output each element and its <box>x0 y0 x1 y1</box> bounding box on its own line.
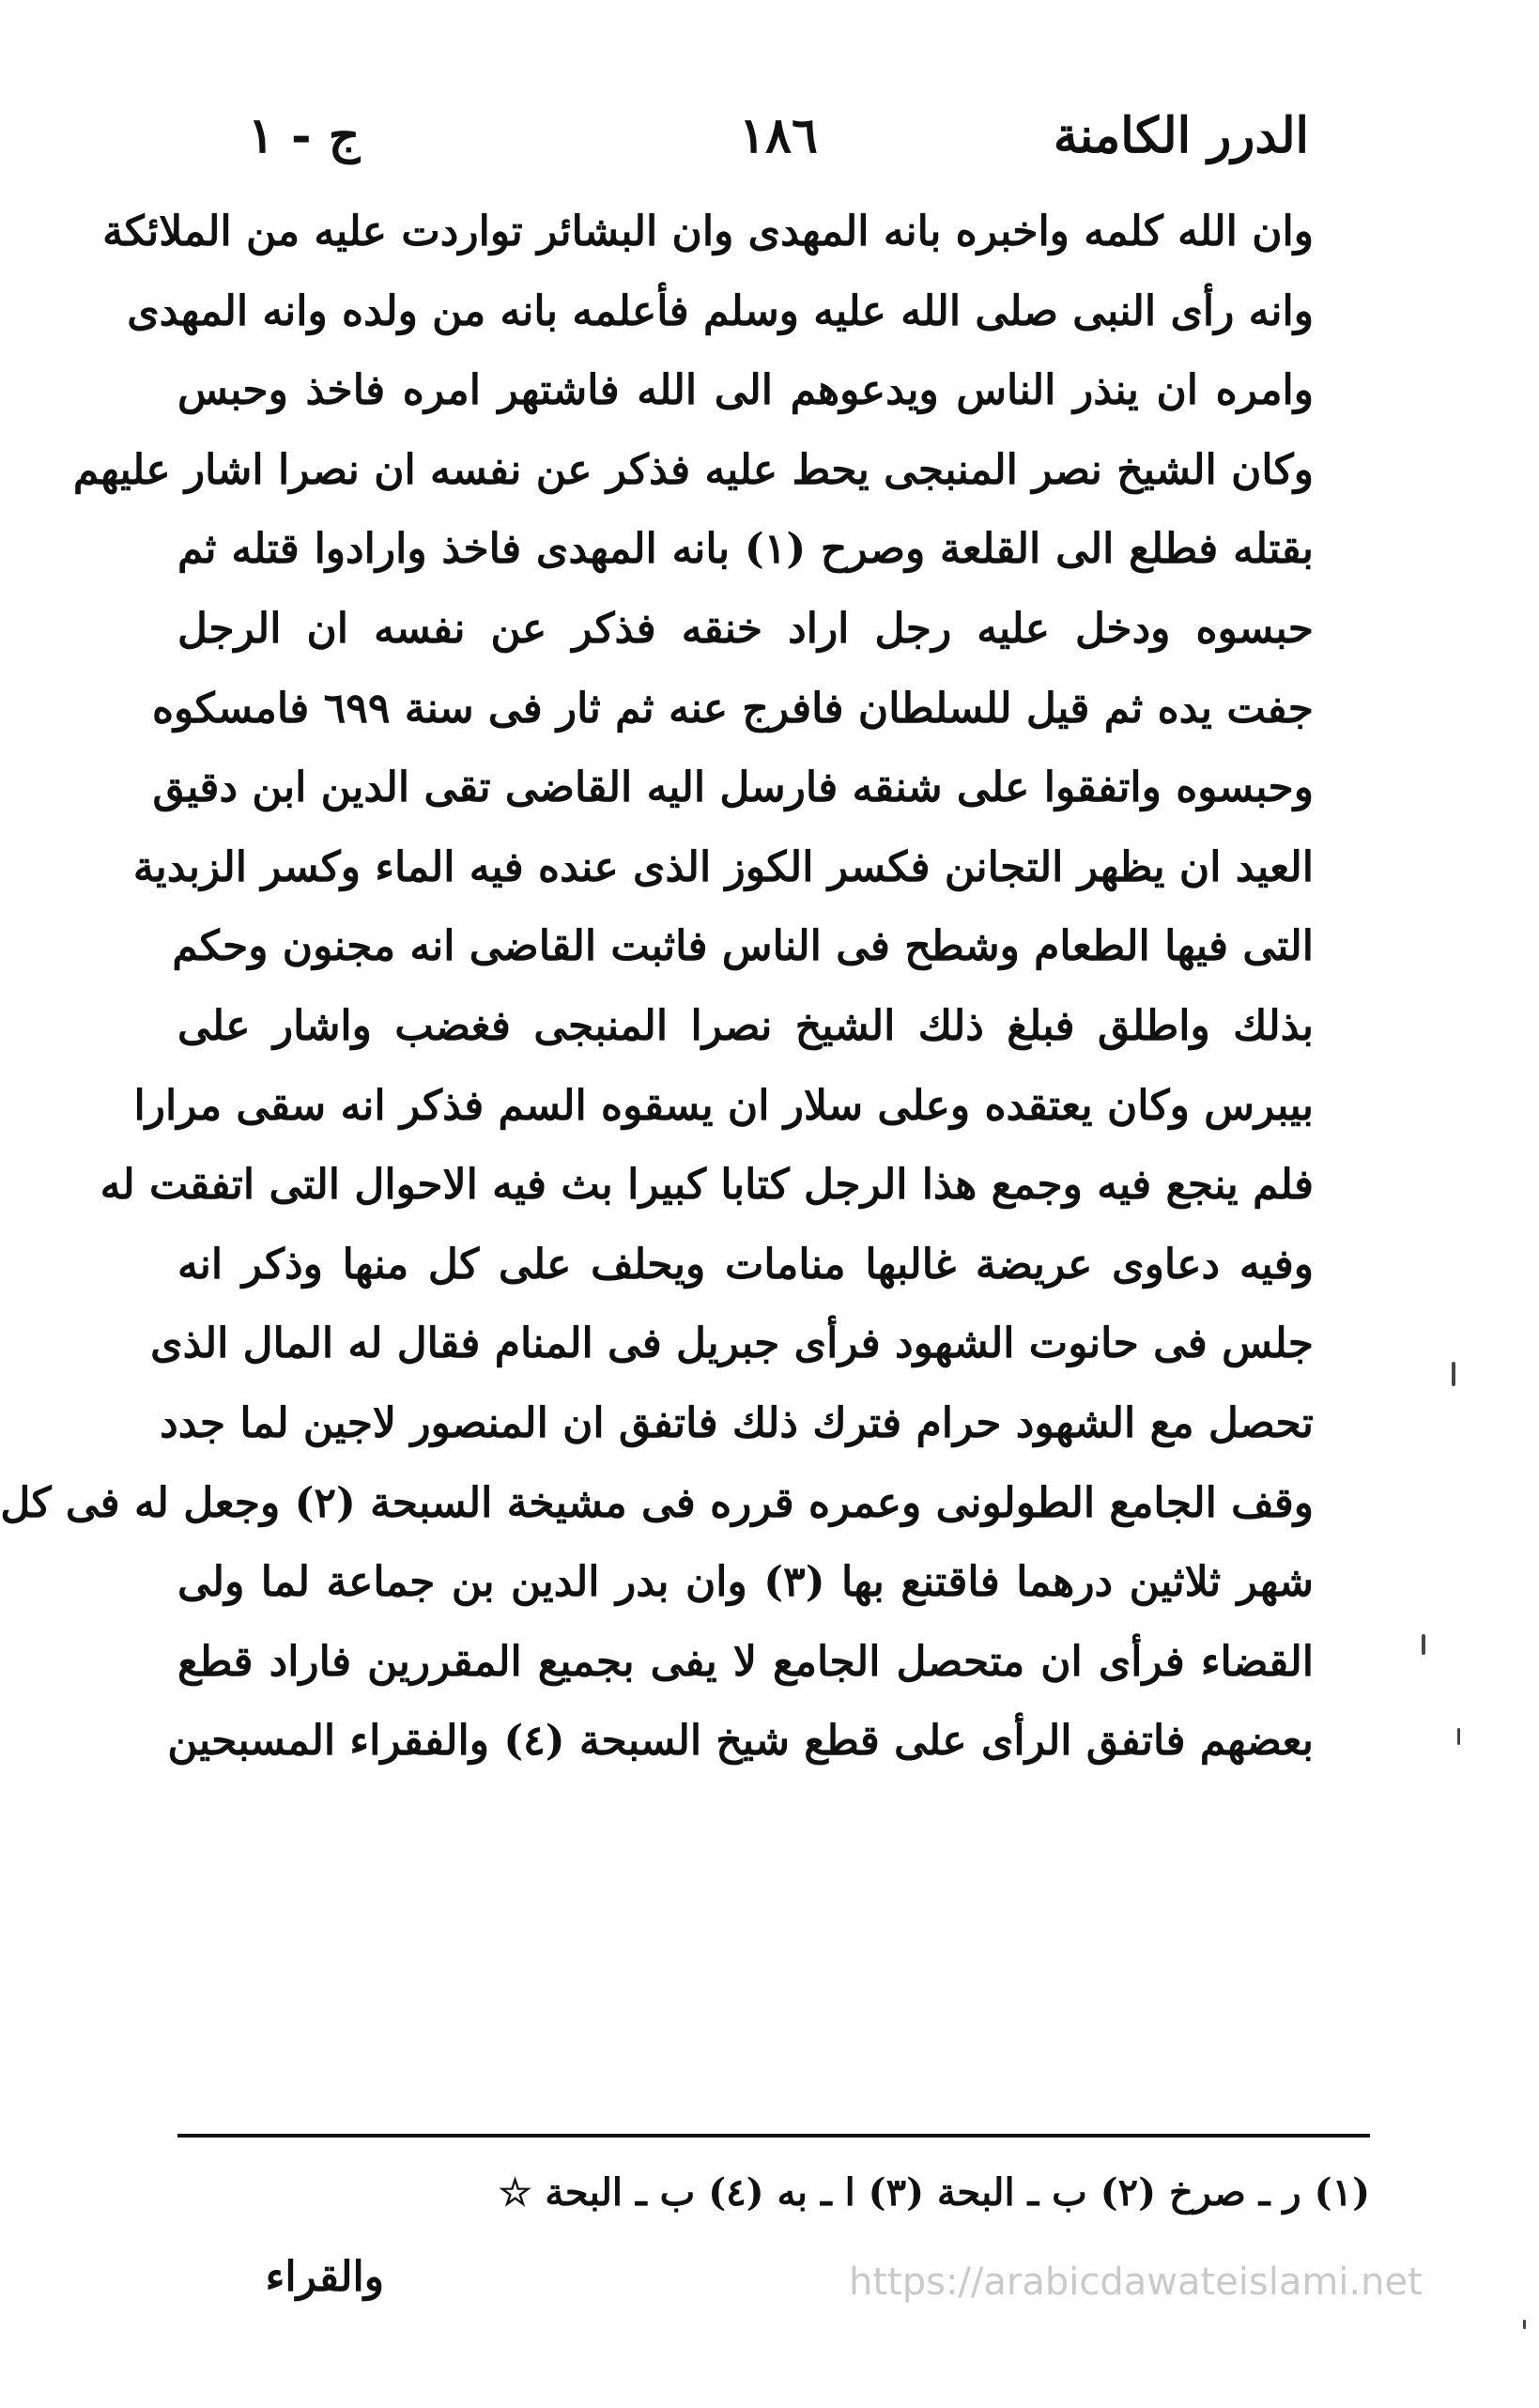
text-line: شهر ثلاثين درهما فاقتنع بها (٣) وان بدر الدين بن جماعة لما ولى <box>177 1558 1315 1607</box>
catchword: والقراء <box>265 2253 384 2301</box>
footnotes: (١) ر ـ صرخ (٢) ب ـ البحة (٣) ا ـ به (٤) ب ـ البحة ☆ <box>498 2170 1370 2215</box>
text-line: تحصل مع الشهود حرام فترك ذلك فاتفق ان المنصور لاجين لما جدد <box>160 1398 1314 1447</box>
text-line: التى فيها الطعام وشطح فى الناس فاثبت القاضى انه مجنون وحكم <box>172 922 1314 971</box>
text-line: جفت يده ثم قيل للسلطان فافرج عنه ثم ثار فى سنة ٦٩٩ فامسكوه <box>151 684 1314 733</box>
text-line: بقتله فطلع الى القلعة وصرح (١) بانه المهدى فاخذ وارادوا قتله ثم <box>177 525 1315 574</box>
text-line: وانه رأى النبى صلى الله عليه وسلم فأعلمه بانه من ولده وانه المهدى <box>127 286 1314 335</box>
footnote-divider <box>177 2134 1370 2138</box>
text-line: بعضهم فاتفق الرأى على قطع شيخ السبحة (٤) والفقراء المسبحين <box>167 1717 1314 1766</box>
text-line: بيبرس وكان يعتقده وعلى سلار ان يسقوه السم فذكر انه سقى مرارا <box>133 1081 1314 1130</box>
text-line: جلس فى حانوت الشهود فرأى جبريل فى المنام فقال له المال الذى <box>150 1320 1314 1368</box>
margin-speck <box>1422 1634 1425 1655</box>
text-line: وامره ان ينذر الناس ويدعوهم الى الله فاشتهر امره فاخذ وحبس <box>177 366 1314 415</box>
main-text <box>0 193 1315 1782</box>
text-line: وقف الجامع الطولونى وعمره قرره فى مشيخة السبحة (٢) وجعل له فى كل <box>0 1478 1314 1527</box>
text-line: وكان الشيخ نصر المنبجى يحط عليه فذكر عن نفسه ان نصرا اشار عليهم <box>72 445 1314 494</box>
margin-speck <box>1457 1728 1460 1745</box>
page-number: ١٨٦ <box>739 107 818 164</box>
running-title: الدرر الكامنة <box>1053 107 1309 164</box>
text-line: بذلك واطلق فبلغ ذلك الشيخ نصرا المنبجى فغضب واشار على <box>177 1001 1314 1050</box>
margin-speck <box>1452 1362 1455 1386</box>
page-header <box>248 99 1309 174</box>
text-line: القضاء فرأى ان متحصل الجامع لا يفى بجميع المقررين فاراد قطع <box>177 1637 1314 1686</box>
text-line: وفيه دعاوى عريضة غالبها منامات ويحلف على كل منها وذكر انه <box>177 1240 1314 1289</box>
text-line: حبسوه ودخل عليه رجل اراد خنقه فذكر عن نفسه ان الرجل <box>177 604 1314 653</box>
text-line: العيد ان يظهر التجانن فكسر الكوز الذى عنده فيه الماء وكسر الزبدية <box>132 842 1314 891</box>
text-line: فلم ينجع فيه وجمع هذا الرجل كتابا كبيرا بث فيه الاحوال التى اتفقت له <box>100 1161 1314 1210</box>
watermark-url: https://arabicdawateislami.net <box>849 2261 1423 2304</box>
volume-mark: ج - ١ <box>248 107 361 164</box>
text-line: وحبسوه واتفقوا على شنقه فارسل اليه القاضى تقى الدين ابن دقيق <box>152 764 1314 812</box>
text-line: وان الله كلمه واخبره بانه المهدى وان البشائر تواردت عليه من الملائكة <box>102 208 1314 255</box>
margin-speck <box>1523 2320 1526 2329</box>
